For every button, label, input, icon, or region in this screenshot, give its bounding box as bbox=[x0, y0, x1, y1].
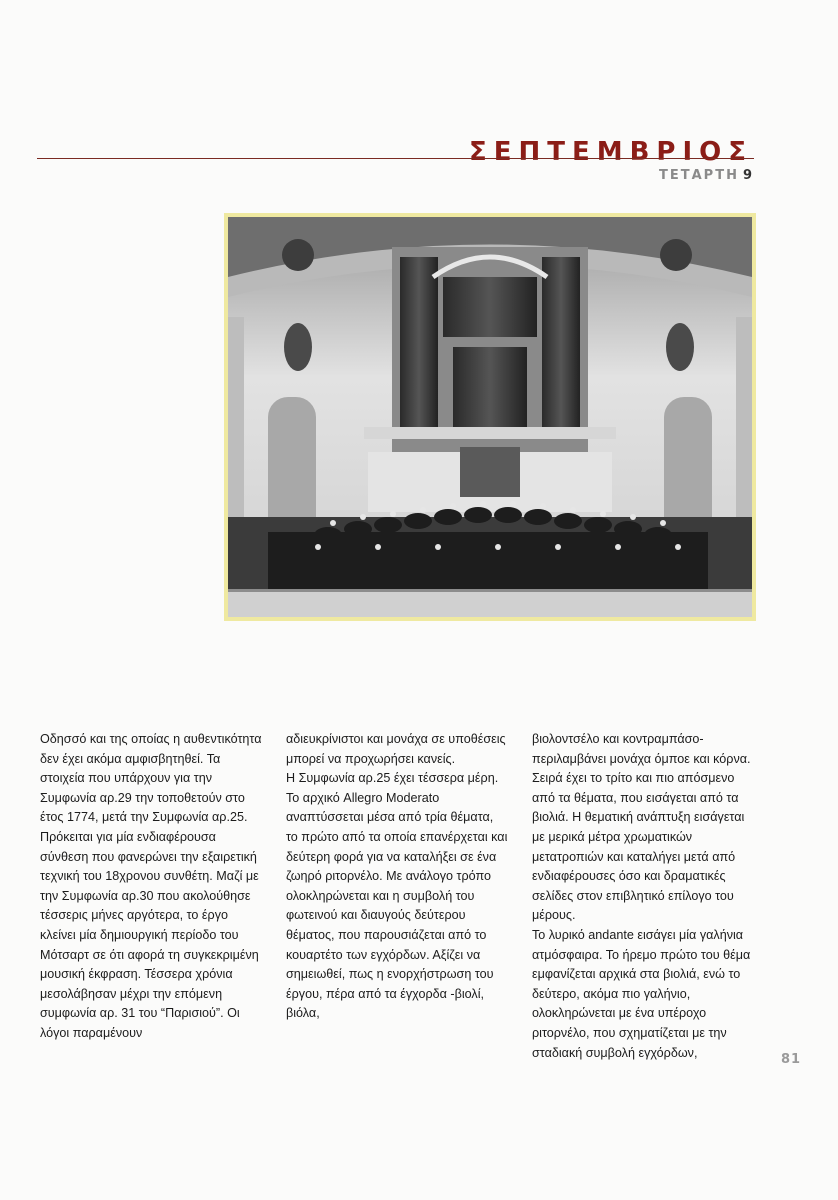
weekday: ΤΕΤΑΡΤΗ bbox=[659, 168, 739, 183]
concert-hall-illustration bbox=[228, 217, 752, 617]
day-number: 9 bbox=[742, 168, 752, 183]
paragraph: βιολοντσέλο και κοντραμπάσο- περιλαμβάνει μονάχα όμποε και κόρνα. Σειρά έχει το τρίτο και πιο απόσμενο από τα θέματα, που εισάγεται από τα βιολιά. Η θεματική ανάπτυξη εισάγεται με μερικά μέτρα χρωματικών μετατροπιών και καταλήγει μετά από ενδιαφέρουσες όσο και δραματικές σελίδες στον επιβλητικό επίλογο του μέρους. bbox=[532, 732, 751, 923]
text-column-3 bbox=[532, 730, 754, 1063]
date-line bbox=[659, 167, 752, 185]
orchestra-photo bbox=[228, 217, 752, 617]
photo-frame bbox=[224, 213, 756, 621]
month-heading: ΣΕΠΤΕΜΒΡΙΟΣ bbox=[468, 137, 753, 167]
paragraph: αδιευκρίνιστοι και μονάχα σε υποθέσεις μπορεί να προχωρήσει κανείς. bbox=[286, 732, 506, 766]
paragraph: Η Συμφωνία αρ.25 έχει τέσσερα μέρη. bbox=[286, 771, 499, 786]
paragraph: Το λυρικό andante εισάγει μία γαλήνια ατμόσφαιρα. Το ήρεμο πρώτο του θέμα εμφανίζεται αρχικά στα βιολιά, ενώ το δεύτερο, ακόμα πιο γαλήνιο, ολοκληρώνεται με ένα υπέροχο ριτορνέλο, που σχηματίζεται με την σταδιακή συμβολή εγχόρδων, bbox=[532, 927, 751, 1060]
text-column-1 bbox=[40, 730, 262, 1044]
text-column-2 bbox=[286, 730, 508, 1024]
paragraph: Οδησσό και της οποίας η αυθεντικότητα δεν έχει ακόμα αμφισβητηθεί. Τα στοιχεία που υπάρχουν για την Συμφωνία αρ.29 την τοποθετούν στο έτος 1774, μετά την Συμφωνία αρ.25. Πρόκειται για μία ενδιαφέρουσα σύνθεση που φανερώνει την εξαιρετική τεχνική του 18χρονου συνθέτη. Μαζί με την Συμφωνία αρ.30 που ακολούθησε τέσσερις μήνες αργότερα, το έργο κλείνει μία δημιουργική περίοδο του Μότσαρτ σε ότι αφορά τη συγκεκριμένη μουσική έκφραση. Τέσσερα χρόνια μεσολάβησαν μέχρι την επόμενη συμφωνία αρ. 31 του “Παρισιού”. Οι λόγοι παραμένουν bbox=[40, 732, 262, 1040]
paragraph: Το αρχικό Allegro Moderato αναπτύσσεται μέσα από τρία θέματα, το πρώτο από τα οποία επανέρχεται και δεύτερη φορά για να καταλήξει σε ένα ζωηρό ριτορνέλο. Με ανάλογο τρόπο ολοκληρώνεται και η συμβολή του φωτεινού και διαυγούς δεύτερου θέματος, που παρουσιάζεται από το κουαρτέτο των εγχόρδων. Αξίζει να σημειωθεί, πως η ενορχήστρωση του έργου, πέρα από τα έγχορδα -βιολί, βιόλα, bbox=[286, 790, 508, 1021]
header-rule bbox=[37, 158, 754, 159]
page-number: 81 bbox=[781, 1052, 802, 1067]
